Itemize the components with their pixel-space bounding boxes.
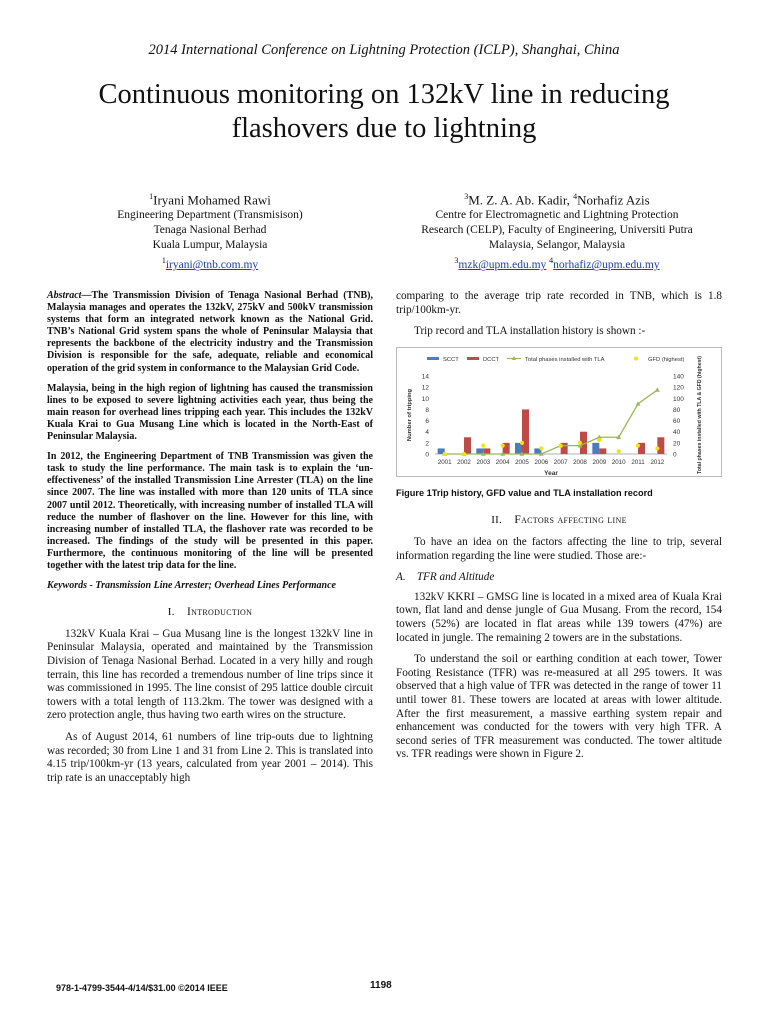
factors-p1: To have an idea on the factors affecting the line to trip, several information regarding the line were studied. Those are:- xyxy=(396,535,722,562)
bar-dcct xyxy=(657,437,664,454)
legend-swatch xyxy=(467,357,479,360)
factors-p3: To understand the soil or earthing condition at each tower, Tower Footing Resistance (TFR) was re-measured at all 295 towers. It was observed that a high value of TFR was detected in the range of tower 11 until tower 81. These towers are located at areas with lower altitude. After the first measurement, a massive earthing system repair and enhancement was conducted for the towers with very high TFR. A second series of TFR measurement was conducted. The tower altitude vs. TFR readings were shown in Figure 2. xyxy=(396,653,722,761)
gfd-point xyxy=(481,443,485,447)
email-link[interactable]: norhafiz@upm.edu.my xyxy=(553,259,660,272)
x-tick-label: 2012 xyxy=(650,458,665,466)
figure-caption: Figure 1Trip history, GFD value and TLA installation record xyxy=(396,487,653,498)
keywords: Keywords - Transmission Line Arrester; Overhead Lines Performance xyxy=(47,580,336,592)
figure-intro: Trip record and TLA installation history is shown :- xyxy=(414,325,646,338)
y2-tick-label: 140 xyxy=(673,373,684,381)
affiliation-line: Engineering Department (Transmisison) xyxy=(117,209,303,222)
affiliation-line: Research (CELP), Faculty of Engineering, Universiti Putra xyxy=(421,224,693,237)
author-block-right xyxy=(392,188,722,273)
title-line-2: flashovers due to lightning xyxy=(231,113,537,144)
figure-1 xyxy=(396,347,722,477)
author-name: $^1$Iryani Mohamed Rawi xyxy=(149,192,271,208)
email-link[interactable]: mzk@upm.edu.my xyxy=(458,259,547,272)
y2-tick-label: 40 xyxy=(673,428,681,436)
x-tick-label: 2003 xyxy=(476,458,491,466)
abstract xyxy=(47,290,373,592)
email-link[interactable]: iryani@tnb.com.my xyxy=(165,259,259,272)
affiliation-line: Tenaga Nasional Berhad xyxy=(153,224,267,237)
x-tick-label: 2004 xyxy=(495,458,510,466)
gfd-point xyxy=(559,443,563,447)
legend-label: DCCT xyxy=(483,356,500,363)
right-body xyxy=(396,290,722,339)
legend-swatch xyxy=(427,357,439,360)
gfd-point xyxy=(539,446,543,450)
y2-tick-label: 60 xyxy=(673,417,681,425)
legend-swatch xyxy=(634,356,638,360)
footer-isbn: 978-1-4799-3544-4/14/$31.00 ©2014 IEEE xyxy=(56,983,228,993)
bar-dcct xyxy=(599,448,606,454)
gfd-point xyxy=(501,443,505,447)
gfd-point xyxy=(462,452,466,456)
intro-p1: 132kV Kuala Krai – Gua Musang line is the longest 132kV line in Peninsular Malaysia, operated and maintained by the Transmission Division of Tenaga Nasional Berhad. Located in a very hilly and rough terrain, this line has recorded a tremendous number of line trips since it was commissioned in 1995. The line consist of 295 lattice double circuit towers with a total length of 113.2km. The tower was designed with a zero protection angle, thus having two earth wires on the structure. xyxy=(47,627,373,722)
gfd-point xyxy=(617,449,621,453)
legend-label: GFD (highest) xyxy=(648,356,685,363)
bar-dcct xyxy=(522,409,529,454)
y2-tick-label: 100 xyxy=(673,395,684,403)
y-tick-label: 14 xyxy=(421,373,429,381)
factors-body xyxy=(396,536,722,762)
conference-header: 2014 International Conference on Lightning Protection (ICLP), Shanghai, China xyxy=(148,42,620,58)
gfd-point xyxy=(597,438,601,442)
y-tick-label: 2 xyxy=(425,440,429,448)
y-axis-label: Number of tripping xyxy=(407,388,413,441)
factors-p2: 132kV KKRI – GMSG line is located in a mixed area of Kuala Krai town, flat land and dense jungle of Gua Musang. From the record, 154 towers (52%) are located in flat areas while 139 towers (47%) are located in jungle. The remaining 2 towers are in the substations. xyxy=(396,590,722,644)
left-column xyxy=(47,290,373,793)
gfd-point xyxy=(636,443,640,447)
title-line-1: Continuous monitoring on 132kV line in reducing xyxy=(98,79,670,110)
tla-series-line xyxy=(445,390,658,454)
y-tick-label: 10 xyxy=(421,395,429,403)
y2-tick-label: 0 xyxy=(673,451,677,459)
y2-tick-label: 80 xyxy=(673,406,681,414)
gfd-point xyxy=(520,441,524,445)
trip-history-chart xyxy=(397,348,723,478)
subsection-heading: A. TFR and Altitude xyxy=(396,571,495,584)
x-tick-label: 2007 xyxy=(553,458,568,466)
bar-scct xyxy=(592,443,599,454)
abstract-label: Abstract xyxy=(47,290,82,301)
abstract-p2: Malaysia, being in the high region of lightning has caused the transmission lines to be exposed to severe lightning activities each year, thus being the main reason for overhead lines tripping each year. This includes the 132kV Kuala Krai to Gua Musang Line which is located in the North-East of Peninsular Malaysia. xyxy=(47,382,373,443)
author-email: $^1$iryani@tnb.com.my xyxy=(161,256,259,272)
gfd-point xyxy=(655,446,659,450)
section-heading-intro: I. Introduction xyxy=(167,606,253,619)
gfd-point xyxy=(578,441,582,445)
page-number: 1198 xyxy=(370,980,392,991)
x-tick-label: 2005 xyxy=(515,458,529,466)
legend-label: SCCT xyxy=(443,356,459,363)
y-tick-label: 6 xyxy=(425,417,429,425)
author-emails: $^3$mzk@upm.edu.my $^4$norhafiz@upm.edu.my xyxy=(454,256,660,272)
x-tick-label: 2001 xyxy=(437,458,452,466)
gfd-point xyxy=(443,452,447,456)
author-names: $^3$M. Z. A. Ab. Kadir, $^4$Norhafiz Azis xyxy=(464,192,650,208)
x-tick-label: 2010 xyxy=(611,458,626,466)
y2-tick-label: 120 xyxy=(673,384,684,392)
y2-tick-label: 20 xyxy=(673,440,681,448)
y2-axis-label: Total phases installed with TLA & GFD (highest) xyxy=(697,355,703,474)
intro-body xyxy=(47,628,373,786)
affiliation-line: Centre for Electromagnetic and Lightning Protection xyxy=(435,209,679,222)
abstract-p3: In 2012, the Engineering Department of TNB Transmission was given the task to study the line performance. The main task is to explain the ‘un-effectiveness’ of the installed Transmission Line Arrester (TLA) on the line since 2007. The line was installed with more than 120 units of TLA since 2007 until 2012. Theoretically, with increasing number of installed TLA will reduce the number of flashover on the line. However for this line, with increasing number of installed TLA, the flashover rate was recorded to be increased. The findings of the study will be presented in this paper. Furthermore, the continuous monitoring of the line will be presented together with the latest trip data for the line. xyxy=(47,451,373,571)
y-tick-label: 12 xyxy=(421,384,429,392)
continued-paragraph: comparing to the average trip rate recorded in TNB, which is 1.8 trip/100km-yr. xyxy=(396,290,722,316)
y-tick-label: 8 xyxy=(425,406,429,414)
tla-point xyxy=(655,387,660,391)
intro-p2: As of August 2014, 61 numbers of line trip-outs due to lightning was recorded; 30 from Line 1 and 31 from Line 2. This is translated into 4.15 trip/100km-yr (13 years, calculated from year 2001 – 2014). This trip rate is an unacceptably high xyxy=(47,730,373,784)
right-column xyxy=(396,290,722,770)
y-tick-label: 0 xyxy=(425,451,429,459)
x-axis-label: Year xyxy=(544,469,558,477)
abstract-p1: Abstract—The Transmission Division of Tenaga Nasional Berhad (TNB), Malaysia manages and operates the 132kV, 275kV and 500kV transmission systems that form an integrated network known as the National Grid. TNB’s National Grid system spans the whole of Peninsular Malaysia that represents the backbone of the electricity industry and the Transmission Division is responsible for the safe, adequate, reliable and economical operation of the grid system in conformance to the Malaysian Grid Code. xyxy=(47,290,373,374)
legend-label: Total phases installed with TLA xyxy=(525,356,605,363)
affiliation-line: Malaysia, Selangor, Malaysia xyxy=(488,239,626,252)
x-tick-label: 2011 xyxy=(631,458,645,466)
x-tick-label: 2009 xyxy=(592,458,607,466)
affiliation-line: Kuala Lumpur, Malaysia xyxy=(152,239,268,252)
section-heading-factors: II. Factors affecting line xyxy=(491,514,627,527)
x-tick-label: 2006 xyxy=(534,458,549,466)
paper-title xyxy=(40,78,728,146)
x-tick-label: 2002 xyxy=(457,458,471,466)
x-tick-label: 2008 xyxy=(573,458,587,466)
bar-scct xyxy=(476,448,483,454)
bar-dcct xyxy=(464,437,471,454)
bar-dcct xyxy=(483,448,490,454)
y-tick-label: 4 xyxy=(425,428,429,436)
author-block-left xyxy=(60,188,360,273)
